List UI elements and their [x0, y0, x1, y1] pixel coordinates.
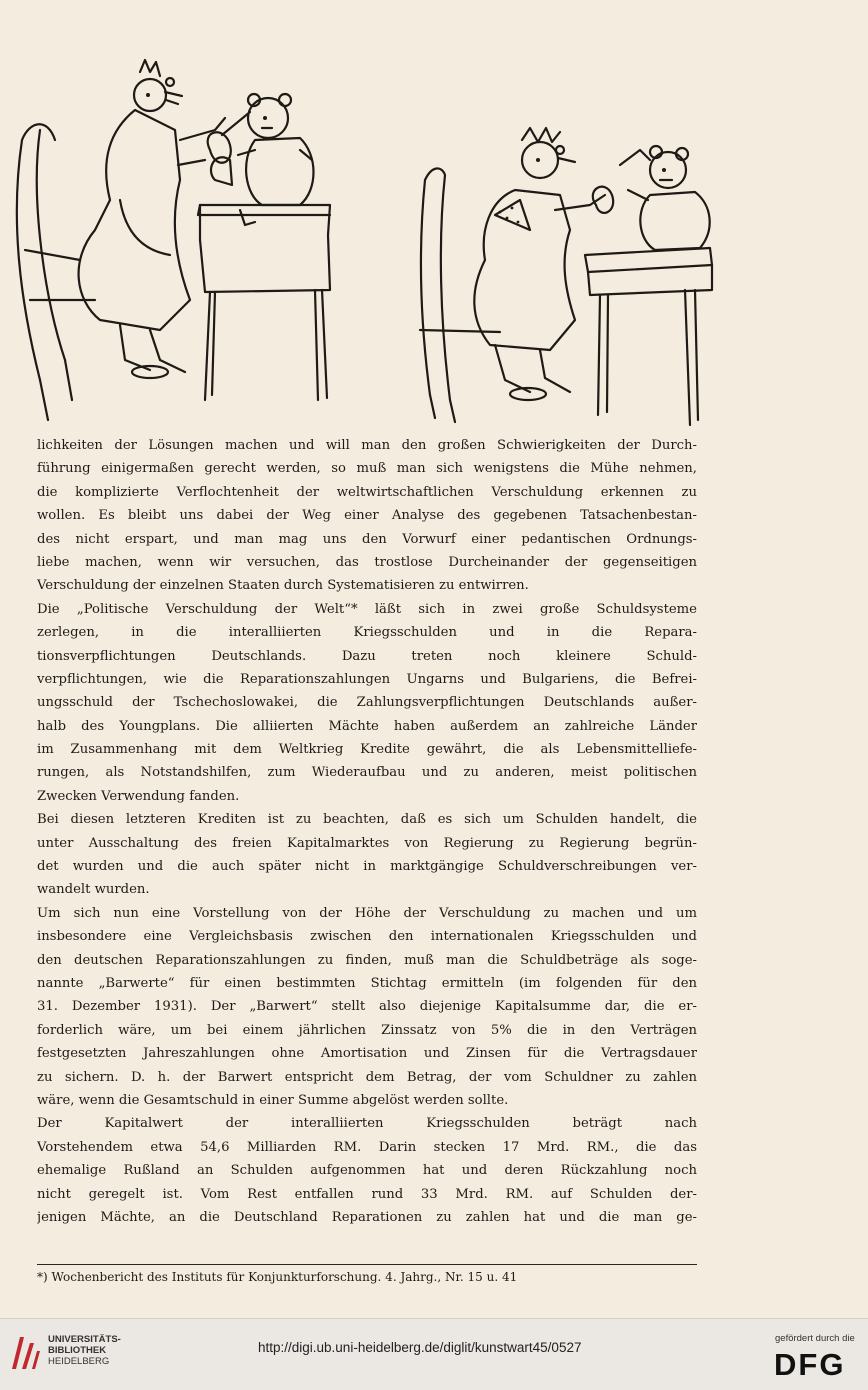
- text-line: Vorstehendem etwa 54,6 Milliarden RM. Darin stecken 17 Mrd. RM., die das: [37, 1139, 697, 1155]
- permalink-url[interactable]: http://digi.ub.uni-heidelberg.de/diglit/kunstwart45/0527: [258, 1340, 582, 1355]
- text-line: festgesetzten Jahreszahlungen ohne Amortisation und Zinsen für die Vertragsdauer: [37, 1046, 697, 1062]
- body-text: [37, 434, 697, 1229]
- text-line: jenigen Mächte, an die Deutschland Reparationen zu zahlen hat und die man ge-: [37, 1209, 697, 1225]
- text-line: nannte „Barwerte“ für einen bestimmten Stichtag ermitteln (im folgenden für den: [37, 975, 697, 991]
- cartoon-illustration: [0, 0, 868, 430]
- text-line: verpflichtungen, wie die Reparationszahlungen Ungarns und Bulgariens, die Befrei-: [37, 671, 697, 687]
- text-line: Der Kapitalwert der interalliierten Kriegsschulden beträgt nach: [37, 1116, 697, 1132]
- left-scene: [17, 60, 330, 420]
- text-line: die komplizierte Verflochtenheit der weltwirtschaftlichen Verschuldung erkennen zu: [37, 484, 697, 500]
- footnote-rule: [37, 1264, 697, 1265]
- footnote: *) Wochenbericht des Instituts für Konjunkturforschung. 4. Jahrg., Nr. 15 u. 41: [37, 1270, 518, 1284]
- text-line: den deutschen Reparationszahlungen zu finden, muß man die Schuldbeträge als soge-: [37, 952, 697, 968]
- library-name-line3: HEIDELBERG: [48, 1356, 110, 1367]
- text-line: Um sich nun eine Vorstellung von der Höhe der Verschuldung zu machen und um: [37, 905, 697, 921]
- text-line: det wurden und die auch später nicht in marktgängige Schuldverschreibungen ver-: [37, 859, 697, 875]
- text-line: wandelt wurden.: [37, 882, 150, 898]
- text-line: lichkeiten der Lösungen machen und will man den großen Schwierigkeiten der Durch-: [37, 438, 697, 453]
- library-logo-icon: [10, 1335, 40, 1371]
- funding-note: gefördert durch die: [775, 1333, 855, 1344]
- text-line: des nicht erspart, und man mag uns den Vorwurf einer pedantischen Ordnungs-: [37, 531, 697, 547]
- text-line: Verschuldung der einzelnen Staaten durch Systematisieren zu entwirren.: [37, 578, 529, 594]
- text-line: insbesondere eine Vergleichsbasis zwischen den internationalen Kriegsschulden und: [37, 929, 697, 945]
- text-line: zu sichern. D. h. der Barwert entspricht dem Betrag, der vom Schuldner zu zahlen: [37, 1069, 697, 1085]
- text-line: wollen. Es bleibt uns dabei der Weg einer Analyse des gegebenen Tatsachenbestan-: [37, 508, 697, 524]
- text-line: Die „Politische Verschuldung der Welt“* läßt sich in zwei große Schuldsysteme: [37, 601, 697, 617]
- text-line: Zwecken Verwendung fanden.: [37, 788, 240, 804]
- text-line: unter Ausschaltung des freien Kapitalmarktes von Regierung zu Regierung begrün-: [37, 835, 697, 851]
- text-line: liebe machen, wenn wir versuchen, das trostlose Durcheinander der gegenseitigen: [37, 554, 697, 570]
- library-name-line1: UNIVERSITÄTS-: [48, 1334, 121, 1345]
- text-line: im Zusammenhang mit dem Weltkrieg Kredite gewährt, die als Lebensmittelliefe-: [37, 742, 697, 758]
- text-line: rungen, als Notstandshilfen, zum Wiederaufbau und zu anderen, meist politischen: [37, 765, 697, 781]
- library-name: [48, 1334, 121, 1367]
- text-line: forderlich wäre, um bei einem jährlichen Zinssatz von 5% die in den Verträgen: [37, 1022, 697, 1038]
- text-line: nicht geregelt ist. Vom Rest entfallen rund 33 Mrd. RM. auf Schulden der-: [37, 1186, 697, 1202]
- text-line: ungsschuld der Tschechoslowakei, die Zahlungsverpflichtungen Deutschlands außer-: [37, 695, 697, 711]
- dfg-logo: DFG: [774, 1347, 846, 1382]
- right-scene: [420, 128, 712, 425]
- text-line: zerlegen, in die interalliierten Kriegsschulden und in die Repara-: [37, 625, 697, 641]
- text-line: führung einigermaßen gerecht werden, so muß man sich wenigstens die Mühe nehmen,: [37, 461, 697, 477]
- library-name-line2: BIBLIOTHEK: [48, 1345, 107, 1356]
- text-line: tionsverpflichtungen Deutschlands. Dazu treten noch kleinere Schuld-: [37, 648, 697, 664]
- text-line: ehemalige Rußland an Schulden aufgenommen hat und deren Rückzahlung noch: [37, 1163, 697, 1179]
- text-line: Bei diesen letzteren Krediten ist zu beachten, daß es sich um Schulden handelt, die: [37, 812, 697, 828]
- text-line: 31. Dezember 1931). Der „Barwert“ stellt also diejenige Kapitalsumme dar, die er-: [37, 999, 697, 1015]
- text-line: wäre, wenn die Gesamtschuld in einer Summe abgelöst werden sollte.: [37, 1092, 509, 1108]
- text-line: halb des Youngplans. Die alliierten Mächte haben außerdem an zahlreiche Länder: [37, 718, 697, 734]
